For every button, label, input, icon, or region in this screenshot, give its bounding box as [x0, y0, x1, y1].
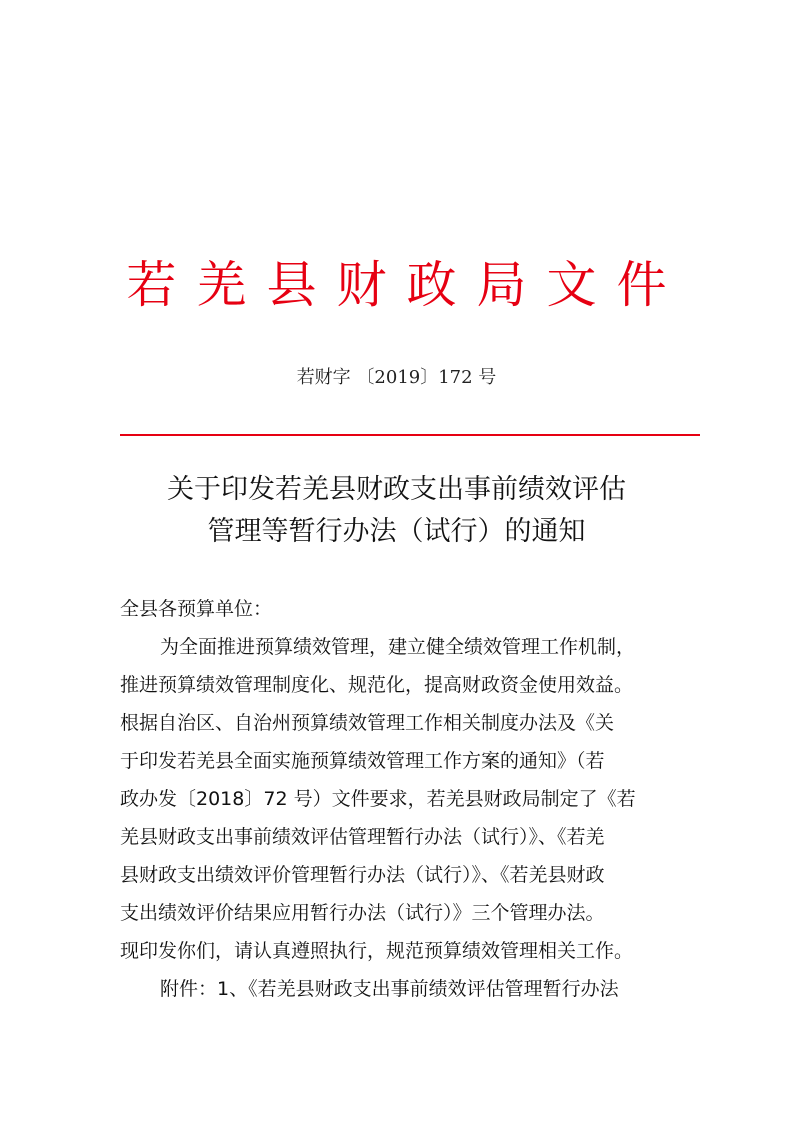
- notice-title-line-2: 管理等暂行办法（试行）的通知: [207, 516, 586, 547]
- body-line-7: 县财政支出绩效评价管理暂行办法（试行）》、《若羌县财政: [120, 864, 605, 886]
- body-line-9: 现印发你们，请认真遵照执行，规范预算绩效管理相关工作。: [120, 940, 634, 962]
- body-line-8: 支出绩效评价结果应用暂行办法（试行）》三个管理办法。: [120, 902, 605, 924]
- body-line-3: 根据自治区、自治州预算绩效管理工作相关制度办法及《关: [120, 712, 615, 734]
- salutation: 全县各预算单位：: [120, 598, 273, 620]
- body-line-4: 于印发若羌县全面实施预算绩效管理工作方案的通知》（若: [120, 750, 605, 772]
- document-number: 若财字 〔2019〕172 号: [296, 367, 497, 388]
- body-line-2: 推进预算绩效管理制度化、规范化，提高财政资金使用效益。: [120, 674, 634, 696]
- body-line-1: 为全面推进预算绩效管理，建立健全绩效管理工作机制，: [160, 636, 636, 658]
- red-divider-line: [120, 434, 700, 436]
- body-line-5: 政办发〔2018〕72 号）文件要求，若羌县财政局制定了《若: [120, 788, 636, 810]
- attachment-line: 附件：1、《若羌县财政支出事前绩效评估管理暂行办法: [160, 978, 619, 1000]
- body-line-6: 羌县财政支出事前绩效评估管理暂行办法（试行）》、《若羌: [120, 826, 605, 848]
- notice-title-line-1: 关于印发若羌县财政支出事前绩效评估: [167, 474, 626, 505]
- issuing-authority-title: 若羌县财政局文件: [126, 256, 687, 314]
